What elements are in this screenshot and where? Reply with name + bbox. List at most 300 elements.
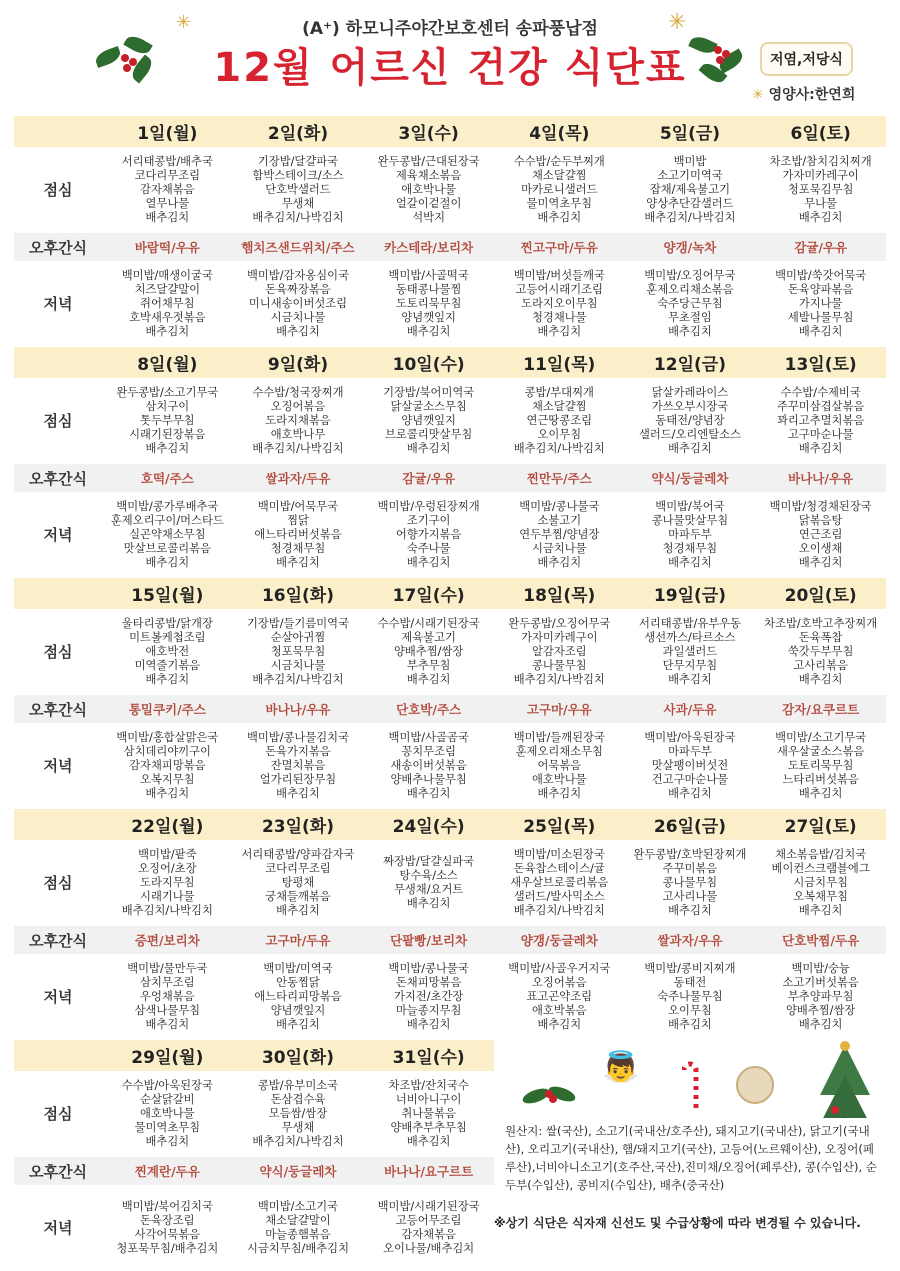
menu-item: 기장밥/달걀파국	[257, 155, 339, 168]
snack-cell: 쌀과자/우유	[625, 926, 756, 954]
menu-item: 백미밥/콩나물국	[519, 500, 600, 513]
menu-item: 백미밥/팥죽	[138, 848, 197, 861]
date-cell: 4일(목)	[494, 116, 625, 147]
menu-item: 순살아귀찜	[270, 631, 326, 644]
menu-item: 백미밥/북어국	[655, 500, 725, 513]
snack-cell: 증편/보리차	[102, 926, 233, 954]
date-cell: 25일(목)	[494, 809, 625, 840]
menu-item: 배추김치	[406, 325, 451, 338]
menu-item: 배추김치	[537, 556, 582, 569]
menu-item: 채소달걀말이	[265, 1214, 331, 1227]
dinner-cell	[755, 261, 886, 347]
menu-item: 오복채무침	[793, 890, 848, 903]
menu-item: 건고구마순나물	[651, 773, 729, 786]
dinner-label: 저녁	[43, 757, 73, 775]
menu-item: 돈육찹스테이스/귤	[513, 862, 605, 875]
dinner-row	[14, 954, 886, 1040]
lunch-cell	[363, 378, 494, 464]
lunch-cell	[102, 1071, 233, 1157]
snack-cell: 통밀쿠키/주스	[102, 695, 233, 723]
menu-item: 닭볶음탕	[798, 514, 843, 527]
menu-item: 새우살굴소스볶음	[776, 745, 865, 758]
menu-item: 배추김치/나박김치	[644, 211, 736, 224]
menu-item: 돈육가지볶음	[265, 745, 331, 758]
candy-cane-icon	[682, 1058, 702, 1110]
menu-item: 오이나물/배추김치	[383, 1242, 475, 1255]
menu-item: 톳두부무침	[140, 414, 195, 427]
menu-item: 배추김치/나박김치	[513, 442, 605, 455]
menu-item: 꽈리고추멸치볶음	[776, 414, 865, 427]
menu-item: 시금치나물	[270, 659, 326, 672]
menu-item: 차조밥/잔치국수	[388, 1079, 469, 1092]
menu-item: 채소볶음밥/김치국	[775, 848, 867, 861]
menu-item: 닭살굴소스무침	[390, 400, 467, 413]
menu-item: 물미역초무침	[134, 1121, 201, 1134]
center-name: (A⁺) 하모니주야간보호센터 송파풍납점	[302, 19, 598, 39]
menu-item: 동태전/양념장	[655, 414, 725, 427]
page-header	[0, 0, 900, 115]
menu-item: 청포묵무침	[270, 645, 326, 658]
dinner-cell	[755, 723, 886, 809]
menu-item: 배추김치	[406, 897, 451, 910]
menu-item: 배추김치	[276, 1018, 320, 1031]
date-cell: 15일(월)	[102, 578, 233, 609]
menu-item: 생선까스/타르소스	[644, 631, 736, 644]
date-row	[14, 116, 886, 147]
dinner-cell	[363, 954, 494, 1040]
menu-item: 주꾸미삼겹살볶음	[776, 400, 865, 413]
dinner-cell	[494, 261, 625, 347]
menu-item: 백미밥/오징어무국	[644, 269, 736, 282]
lunch-row	[14, 840, 886, 926]
lunch-cell	[625, 609, 756, 695]
menu-item: 배추김치	[276, 325, 320, 338]
menu-item: 배추김치	[798, 904, 843, 917]
dinner-row	[14, 261, 886, 347]
menu-item: 도라지무침	[140, 876, 195, 889]
snack-label: 오후간식	[14, 695, 102, 723]
dinner-label: 저녁	[43, 526, 73, 544]
menu-item: 석박지	[412, 211, 446, 224]
dinner-cell	[233, 954, 364, 1040]
menu-item: 돈육폭찹	[798, 631, 843, 644]
dinner-cell	[102, 1185, 233, 1271]
dinner-cell	[494, 723, 625, 809]
lunch-cell	[625, 378, 756, 464]
menu-item: 삼치구이	[145, 400, 190, 413]
lunch-cell	[494, 609, 625, 695]
menu-item: 배추김치	[668, 787, 712, 800]
menu-item: 삼치데리야끼구이	[123, 745, 211, 758]
menu-item: 쑥갓두부무침	[787, 645, 854, 658]
menu-item: 서리태콩밥/유부우동	[638, 617, 741, 630]
menu-item: 도토리묵무침	[787, 759, 854, 772]
menu-item: 브로콜리맛살무침	[384, 428, 473, 441]
menu-item: 수수밥/청국장찌개	[252, 386, 344, 399]
menu-item: 모듬쌈/쌈장	[268, 1107, 328, 1120]
date-cell: 2일(화)	[233, 116, 364, 147]
menu-item: 맛살팽이버섯전	[651, 759, 729, 772]
menu-item: 배추김치	[406, 787, 451, 800]
menu-item: 완두콩밥/오징어무국	[508, 617, 611, 630]
menu-item: 알감자조림	[532, 645, 587, 658]
menu-item: 백미밥/홍합살맑은국	[116, 731, 219, 744]
date-row-label	[14, 347, 102, 378]
menu-item: 배추김치	[406, 442, 451, 455]
menu-item: 배추김치	[276, 787, 320, 800]
dinner-cell	[625, 723, 756, 809]
menu-item: 삼치무조림	[140, 976, 195, 989]
date-cell: 11일(목)	[494, 347, 625, 378]
menu-item: 표고곤약조림	[526, 990, 593, 1003]
menu-item: 마카로니샐러드	[521, 183, 598, 196]
menu-item: 쥐어채무침	[140, 297, 195, 310]
menu-item: 탕수육/소스	[399, 869, 458, 882]
menu-item: 어향가지볶음	[395, 528, 462, 541]
menu-item: 가지전/초간장	[393, 990, 464, 1003]
dinner-cell	[625, 261, 756, 347]
menu-item: 꽁치무조림	[401, 745, 456, 758]
menu-change-notice: ※상기 식단은 식자재 신선도 및 수급상황에 따라 변경될 수 있습니다.	[494, 1216, 861, 1230]
menu-item: 제육불고기	[401, 631, 456, 644]
menu-item: 취나물볶음	[401, 1107, 456, 1120]
lunch-row	[14, 609, 886, 695]
menu-item: 가쓰오부시장국	[651, 400, 729, 413]
sparkle-icon: ✳	[176, 12, 192, 33]
date-row-label	[14, 809, 102, 840]
ornament-ball-icon	[736, 1066, 774, 1104]
sparkle-icon: ✳	[668, 10, 687, 35]
menu-item: 돈육짜장볶음	[265, 283, 331, 296]
menu-item: 애느타리버섯볶음	[254, 528, 342, 541]
menu-item: 잔멸치볶음	[270, 759, 326, 772]
snack-cell: 찐만두/주스	[494, 464, 625, 492]
menu-item: 배추김치	[668, 904, 712, 917]
menu-item: 양념깻잎지	[401, 311, 456, 324]
menu-item: 새우살브로콜리볶음	[510, 876, 609, 889]
page-title: 12월 어르신 건강 식단표	[213, 45, 687, 91]
dinner-cell	[233, 492, 364, 578]
dinner-cell	[363, 492, 494, 578]
date-cell: 27일(토)	[755, 809, 886, 840]
menu-item: 애호박나물	[401, 183, 456, 196]
date-row	[14, 347, 886, 378]
menu-item: 동태콩나물찜	[395, 283, 462, 296]
snack-label: 오후간식	[14, 1157, 102, 1185]
menu-item: 시금치나물	[270, 311, 326, 324]
menu-item: 돈육양파볶음	[787, 283, 854, 296]
date-cell: 3일(수)	[363, 116, 494, 147]
date-cell: 17일(수)	[363, 578, 494, 609]
lunch-cell	[233, 840, 364, 926]
date-cell: 10일(수)	[363, 347, 494, 378]
lunch-cell	[233, 378, 364, 464]
menu-item: 무초절임	[668, 311, 712, 324]
lunch-cell	[494, 840, 625, 926]
menu-item: 물미역초무침	[526, 197, 593, 210]
date-cell: 30일(화)	[233, 1040, 364, 1071]
menu-item: 배추김치	[145, 1018, 190, 1031]
menu-item: 부추양파무침	[787, 990, 854, 1003]
angel-icon: 👼	[602, 1050, 640, 1085]
menu-item: 샐러드/발사믹소스	[513, 890, 605, 903]
menu-item: 무나물	[804, 197, 838, 210]
snack-cell: 쌀과자/두유	[233, 464, 364, 492]
lunch-cell	[102, 378, 233, 464]
menu-item: 백미밥/콩나물국	[388, 962, 469, 975]
menu-item: 애호박볶음	[532, 1004, 587, 1017]
menu-item: 감자채볶음	[401, 1228, 456, 1241]
menu-item: 짜장밥/달걀실파국	[383, 855, 475, 868]
snack-cell: 햄치즈샌드위치/주스	[233, 233, 364, 261]
snack-cell: 감귤/우유	[755, 233, 886, 261]
snack-label: 오후간식	[14, 926, 102, 954]
menu-item: 배추김치	[537, 325, 582, 338]
dinner-cell	[755, 492, 886, 578]
menu-item: 양상추단감샐러드	[646, 197, 734, 210]
menu-item: 오이무침	[537, 428, 582, 441]
dinner-row	[14, 723, 886, 809]
menu-item: 도토리묵무침	[395, 297, 462, 310]
menu-item: 시금치무침/배추김치	[246, 1242, 349, 1255]
snack-cell: 감자/요쿠르트	[755, 695, 886, 723]
menu-item: 미역줄기볶음	[134, 659, 201, 672]
date-cell: 19일(금)	[625, 578, 756, 609]
menu-item: 맛살브로콜리볶음	[123, 542, 211, 555]
menu-item: 치즈달걀말이	[134, 283, 201, 296]
menu-item: 배추김치	[668, 325, 712, 338]
menu-item: 배추김치	[145, 787, 190, 800]
dinner-cell	[233, 261, 364, 347]
menu-item: 잡채/제육불고기	[649, 183, 731, 196]
dinner-label: 저녁	[43, 988, 73, 1006]
lunch-cell	[755, 147, 886, 233]
menu-item: 느타리버섯볶음	[782, 773, 859, 786]
date-cell: 29일(월)	[102, 1040, 233, 1071]
snack-cell: 약식/둥글레차	[233, 1157, 364, 1185]
dinner-cell	[363, 1185, 494, 1271]
lunch-cell	[363, 609, 494, 695]
menu-item: 배추김치	[668, 442, 712, 455]
lunch-label: 점심	[43, 412, 73, 430]
menu-item: 양념깻잎지	[401, 414, 456, 427]
menu-item: 배추김치	[798, 787, 843, 800]
menu-item: 배추김치	[145, 1135, 190, 1148]
lunch-label: 점심	[43, 874, 73, 892]
lunch-cell	[363, 1071, 494, 1157]
menu-item: 백미밥/사골우거지국	[508, 962, 611, 975]
menu-item: 백미밥/물만두국	[127, 962, 208, 975]
snack-row	[14, 695, 886, 723]
menu-item: 배추김치	[406, 556, 451, 569]
menu-item: 찜닭	[287, 514, 309, 527]
menu-item: 함박스테이크/소스	[252, 169, 344, 182]
date-cell: 20일(토)	[755, 578, 886, 609]
menu-item: 배추김치	[406, 673, 451, 686]
lunch-cell	[755, 378, 886, 464]
menu-item: 사각어묵볶음	[134, 1228, 201, 1241]
menu-item: 백미밥/감자옹심이국	[246, 269, 349, 282]
menu-item: 오이생채	[798, 542, 843, 555]
date-cell: 9일(화)	[233, 347, 364, 378]
menu-item: 과일샐러드	[662, 645, 718, 658]
menu-item: 백미밥/북어김치국	[121, 1200, 213, 1213]
menu-item: 제육채소볶음	[395, 169, 462, 182]
menu-item: 백미밥/숭늉	[791, 962, 850, 975]
menu-item: 고등어무조림	[395, 1214, 462, 1227]
menu-item: 콩나물무침	[532, 659, 587, 672]
menu-item: 배추김치/나박김치	[252, 211, 344, 224]
menu-item: 배추김치	[798, 325, 843, 338]
snack-row	[14, 233, 886, 261]
menu-item: 배추김치/나박김치	[252, 673, 344, 686]
date-cell: 1일(월)	[102, 116, 233, 147]
menu-item: 콩나물무침	[662, 876, 718, 889]
menu-item: 열무나물	[145, 197, 190, 210]
snack-cell: 양갱/둥글레차	[494, 926, 625, 954]
menu-item: 안동찜닭	[276, 976, 320, 989]
date-cell: 5일(금)	[625, 116, 756, 147]
menu-item: 소고기미역국	[657, 169, 723, 182]
dinner-cell	[102, 723, 233, 809]
menu-item: 삼색나물무침	[134, 1004, 201, 1017]
dinner-cell	[233, 1185, 364, 1271]
menu-item: 가자미카레구이	[782, 169, 859, 182]
menu-item: 서리태콩밥/양파감자국	[241, 848, 355, 861]
menu-item: 콩밥/부대찌개	[524, 386, 594, 399]
snack-label: 오후간식	[14, 464, 102, 492]
menu-item: 훈제오리구이/머스타드	[110, 514, 224, 527]
menu-item: 울타리콩밥/닭개장	[121, 617, 213, 630]
menu-item: 양배추찜/쌈장	[785, 1004, 856, 1017]
menu-item: 백미밥/콩나물김치국	[246, 731, 349, 744]
lunch-row	[14, 147, 886, 233]
lunch-label: 점심	[43, 1105, 73, 1123]
menu-item: 배추김치	[145, 556, 190, 569]
menu-item: 배추김치	[798, 442, 843, 455]
snack-cell: 단팥빵/보리차	[363, 926, 494, 954]
menu-item: 소불고기	[537, 514, 582, 527]
menu-item: 너비아니구이	[395, 1093, 462, 1106]
menu-item: 청경채무침	[662, 542, 718, 555]
menu-item: 시래기된장볶음	[129, 428, 206, 441]
menu-item: 백미밥/사골곰국	[388, 731, 469, 744]
snack-cell: 바나나/우유	[755, 464, 886, 492]
menu-item: 배추김치	[668, 556, 712, 569]
menu-item: 실곤약채소무침	[129, 528, 206, 541]
menu-item: 코다리무조림	[265, 862, 331, 875]
menu-item: 우엉채볶음	[140, 990, 195, 1003]
menu-item: 배추김치	[537, 787, 582, 800]
date-cell: 16일(화)	[233, 578, 364, 609]
menu-item: 고사리볶음	[793, 659, 848, 672]
date-cell: 31일(수)	[363, 1040, 494, 1071]
menu-item: 백미밥/우렁된장찌개	[377, 500, 480, 513]
menu-item: 배추김치	[798, 211, 843, 224]
snack-row	[14, 464, 886, 492]
menu-item: 닭살카레라이스	[651, 386, 729, 399]
menu-item: 얼갈이겉절이	[395, 197, 462, 210]
menu-item: 새송이버섯볶음	[390, 759, 467, 772]
menu-item: 배추김치	[798, 673, 843, 686]
menu-item: 양배추찜/쌈장	[393, 645, 464, 658]
nutritionist-label	[752, 84, 855, 104]
menu-item: 백미밥/미역국	[263, 962, 333, 975]
menu-item: 콩밥/유부미소국	[257, 1079, 339, 1092]
menu-item: 감자채볶음	[140, 183, 195, 196]
menu-item: 오복지무침	[140, 773, 195, 786]
snack-cell: 바나나/요구르트	[363, 1157, 494, 1185]
menu-item: 배추김치	[276, 556, 320, 569]
menu-item: 청경채무침	[270, 542, 326, 555]
snack-cell: 단호박/주스	[363, 695, 494, 723]
menu-item: 수수밥/아욱된장국	[121, 1079, 213, 1092]
menu-item: 백미밥/버섯들깨국	[513, 269, 605, 282]
lunch-cell	[494, 378, 625, 464]
snack-row	[14, 926, 886, 954]
menu-item: 배추김치/나박김치	[252, 1135, 344, 1148]
lunch-label: 점심	[43, 181, 73, 199]
date-cell: 26일(금)	[625, 809, 756, 840]
menu-item: 무생채/요거트	[393, 883, 464, 896]
menu-item: 백미밥/소고기국	[257, 1200, 339, 1213]
menu-item: 고사리나물	[662, 890, 718, 903]
menu-item: 배추김치	[668, 1018, 712, 1031]
snack-cell: 찐계란/두유	[102, 1157, 233, 1185]
menu-item: 배추김치	[145, 325, 190, 338]
menu-item: 훈제오리채소볶음	[646, 283, 734, 296]
dinner-cell	[102, 954, 233, 1040]
menu-item: 백미밥/아욱된장국	[644, 731, 736, 744]
menu-item: 채소달걀찜	[532, 400, 587, 413]
menu-item: 배추김치	[406, 1018, 451, 1031]
menu-item: 배추김치/나박김치	[252, 442, 344, 455]
menu-item: 순살닭갈비	[140, 1093, 195, 1106]
snack-label: 오후간식	[14, 233, 102, 261]
dinner-cell	[102, 492, 233, 578]
lunch-cell	[233, 1071, 364, 1157]
menu-item: 차조밥/참치김치찌개	[769, 155, 872, 168]
menu-item: 마파두부	[668, 528, 712, 541]
menu-item: 숙주나물무침	[657, 990, 723, 1003]
menu-item: 돈채피망볶음	[395, 976, 462, 989]
menu-item: 배추김치	[406, 1135, 451, 1148]
snack-cell: 약식/둥글레차	[625, 464, 756, 492]
menu-item: 무생채	[281, 1121, 315, 1134]
menu-item: 배추김치	[145, 673, 190, 686]
date-cell: 22일(월)	[102, 809, 233, 840]
lunch-cell	[755, 609, 886, 695]
menu-item: 기장밥/들기름미역국	[246, 617, 349, 630]
menu-item: 청포묵무침/배추김치	[116, 1242, 219, 1255]
menu-item: 배추김치	[537, 211, 582, 224]
menu-item: 백미밥/시래기된장국	[377, 1200, 480, 1213]
menu-item: 백미밥/쑥갓어묵국	[775, 269, 867, 282]
menu-item: 연두부찜/양념장	[519, 528, 600, 541]
menu-item: 마늘종햄볶음	[265, 1228, 331, 1241]
menu-item: 코다리무조림	[134, 169, 201, 182]
menu-item: 돈삼겹수육	[270, 1093, 326, 1106]
snack-cell: 고구마/두유	[233, 926, 364, 954]
lunch-cell	[494, 147, 625, 233]
date-cell: 18일(목)	[494, 578, 625, 609]
holly-decoration-bottom	[520, 1080, 580, 1110]
origin-info: 원산지: 쌀(국산), 소고기(국내산/호주산), 돼지고기(국내산), 닭고기(국내산), 오리고기(국내산), 햄/돼지고기(국산), 고등어(노르웨이산), 오징어(페루산),너비아니소고기(호주산,국산),진미채/오징어(페루산), 콩(수입산), 순두부(수입산), 콩비지(수입산), 배추(중국산)	[499, 1118, 889, 1212]
date-cell: 23일(화)	[233, 809, 364, 840]
lunch-label: 점심	[43, 643, 73, 661]
menu-item: 마늘종지무침	[395, 1004, 462, 1017]
menu-item: 시금치나물	[532, 542, 587, 555]
